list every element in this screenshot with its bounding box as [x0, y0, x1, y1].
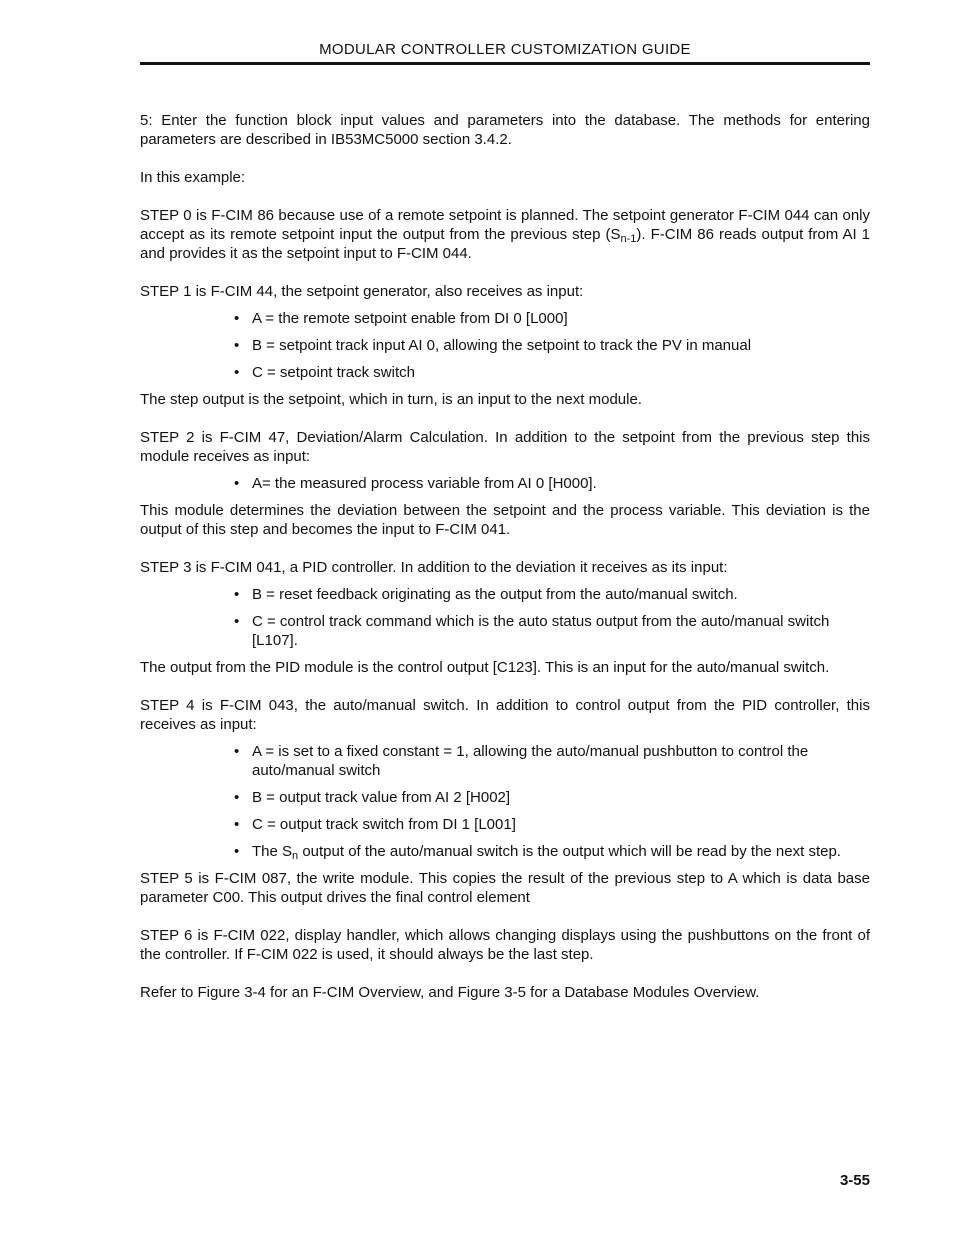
list-item: • B = reset feedback originating as the output from the auto/manual switch.	[234, 585, 870, 604]
bullet4-text-a: The S	[252, 843, 293, 860]
step2-paragraph: STEP 2 is F-CIM 47, Deviation/Alarm Calculation. In addition to the setpoint from the previous step this module receives as input:	[140, 429, 870, 465]
bullet4-text-b: output of the auto/manual switch is the output which will be read by the next step.	[298, 843, 841, 860]
list-item: • A = the remote setpoint enable from DI 0 [L000]	[234, 309, 870, 328]
list-item: • C = output track switch from DI 1 [L001]	[234, 815, 870, 834]
step0-text-a: STEP 0 is F-CIM 86 because use of a remote setpoint is planned. The setpoint generator F-CIM 044 can only accept as its remote setpoint input the output from the previous step (S	[140, 207, 870, 243]
step2-after-paragraph: This module determines the deviation between the setpoint and the process variable. This deviation is the output of this step and becomes the input to F-CIM 041.	[140, 502, 870, 538]
step3-bullet-list	[140, 585, 870, 650]
step4-bullet-list	[140, 742, 870, 861]
list-item	[234, 842, 870, 861]
list-item: • B = output track value from AI 2 [H002]	[234, 788, 870, 807]
list-item: • B = setpoint track input AI 0, allowing the setpoint to track the PV in manual	[234, 336, 870, 355]
list-item: • A = is set to a fixed constant = 1, allowing the auto/manual pushbutton to control the auto/manual switch	[234, 742, 870, 780]
bullet4-subscript: n	[292, 850, 299, 862]
step0-text-b: ). F-CIM 86 reads output from AI 1 and provides it as the setpoint input to F-CIM 044.	[140, 226, 870, 262]
step1-paragraph: STEP 1 is F-CIM 44, the setpoint generator, also receives as input:	[140, 283, 584, 300]
example-paragraph: In this example:	[140, 169, 246, 186]
step0-subscript: n-1	[620, 233, 637, 245]
step3-after-paragraph: The output from the PID module is the control output [C123]. This is an input for the auto/manual switch.	[140, 659, 830, 676]
header-rule	[140, 62, 870, 65]
list-item: • A= the measured process variable from AI 0 [H000].	[234, 474, 870, 493]
page-number: 3-55	[839, 1172, 870, 1189]
page-content	[140, 111, 870, 1021]
step0-paragraph	[140, 206, 870, 263]
running-header: MODULAR CONTROLLER CUSTOMIZATION GUIDE	[319, 41, 691, 58]
step6-paragraph: STEP 6 is F-CIM 022, display handler, which allows changing displays using the pushbuttons on the front of the controller. If F-CIM 022 is used, it should always be the last step.	[140, 927, 870, 963]
step5-paragraph: STEP 5 is F-CIM 087, the write module. This copies the result of the previous step to A which is data base parameter C00. This output drives the final control element	[140, 870, 870, 906]
list-item: • C = control track command which is the auto status output from the auto/manual switch [L107].	[234, 612, 870, 650]
step3-paragraph: STEP 3 is F-CIM 041, a PID controller. In addition to the deviation it receives as its input:	[140, 559, 728, 576]
step1-bullet-list	[140, 309, 870, 382]
list-item: • C = setpoint track switch	[234, 363, 870, 382]
step2-bullet-list	[140, 474, 870, 493]
refer-paragraph: Refer to Figure 3-4 for an F-CIM Overview, and Figure 3-5 for a Database Modules Overview.	[140, 984, 760, 1001]
step1-after-paragraph: The step output is the setpoint, which in turn, is an input to the next module.	[140, 391, 642, 408]
step4-paragraph: STEP 4 is F-CIM 043, the auto/manual switch. In addition to control output from the PID controller, this receives as input:	[140, 697, 870, 733]
step5-intro-paragraph: 5: Enter the function block input values and parameters into the database. The methods for entering parameters are described in IB53MC5000 section 3.4.2.	[140, 112, 870, 148]
